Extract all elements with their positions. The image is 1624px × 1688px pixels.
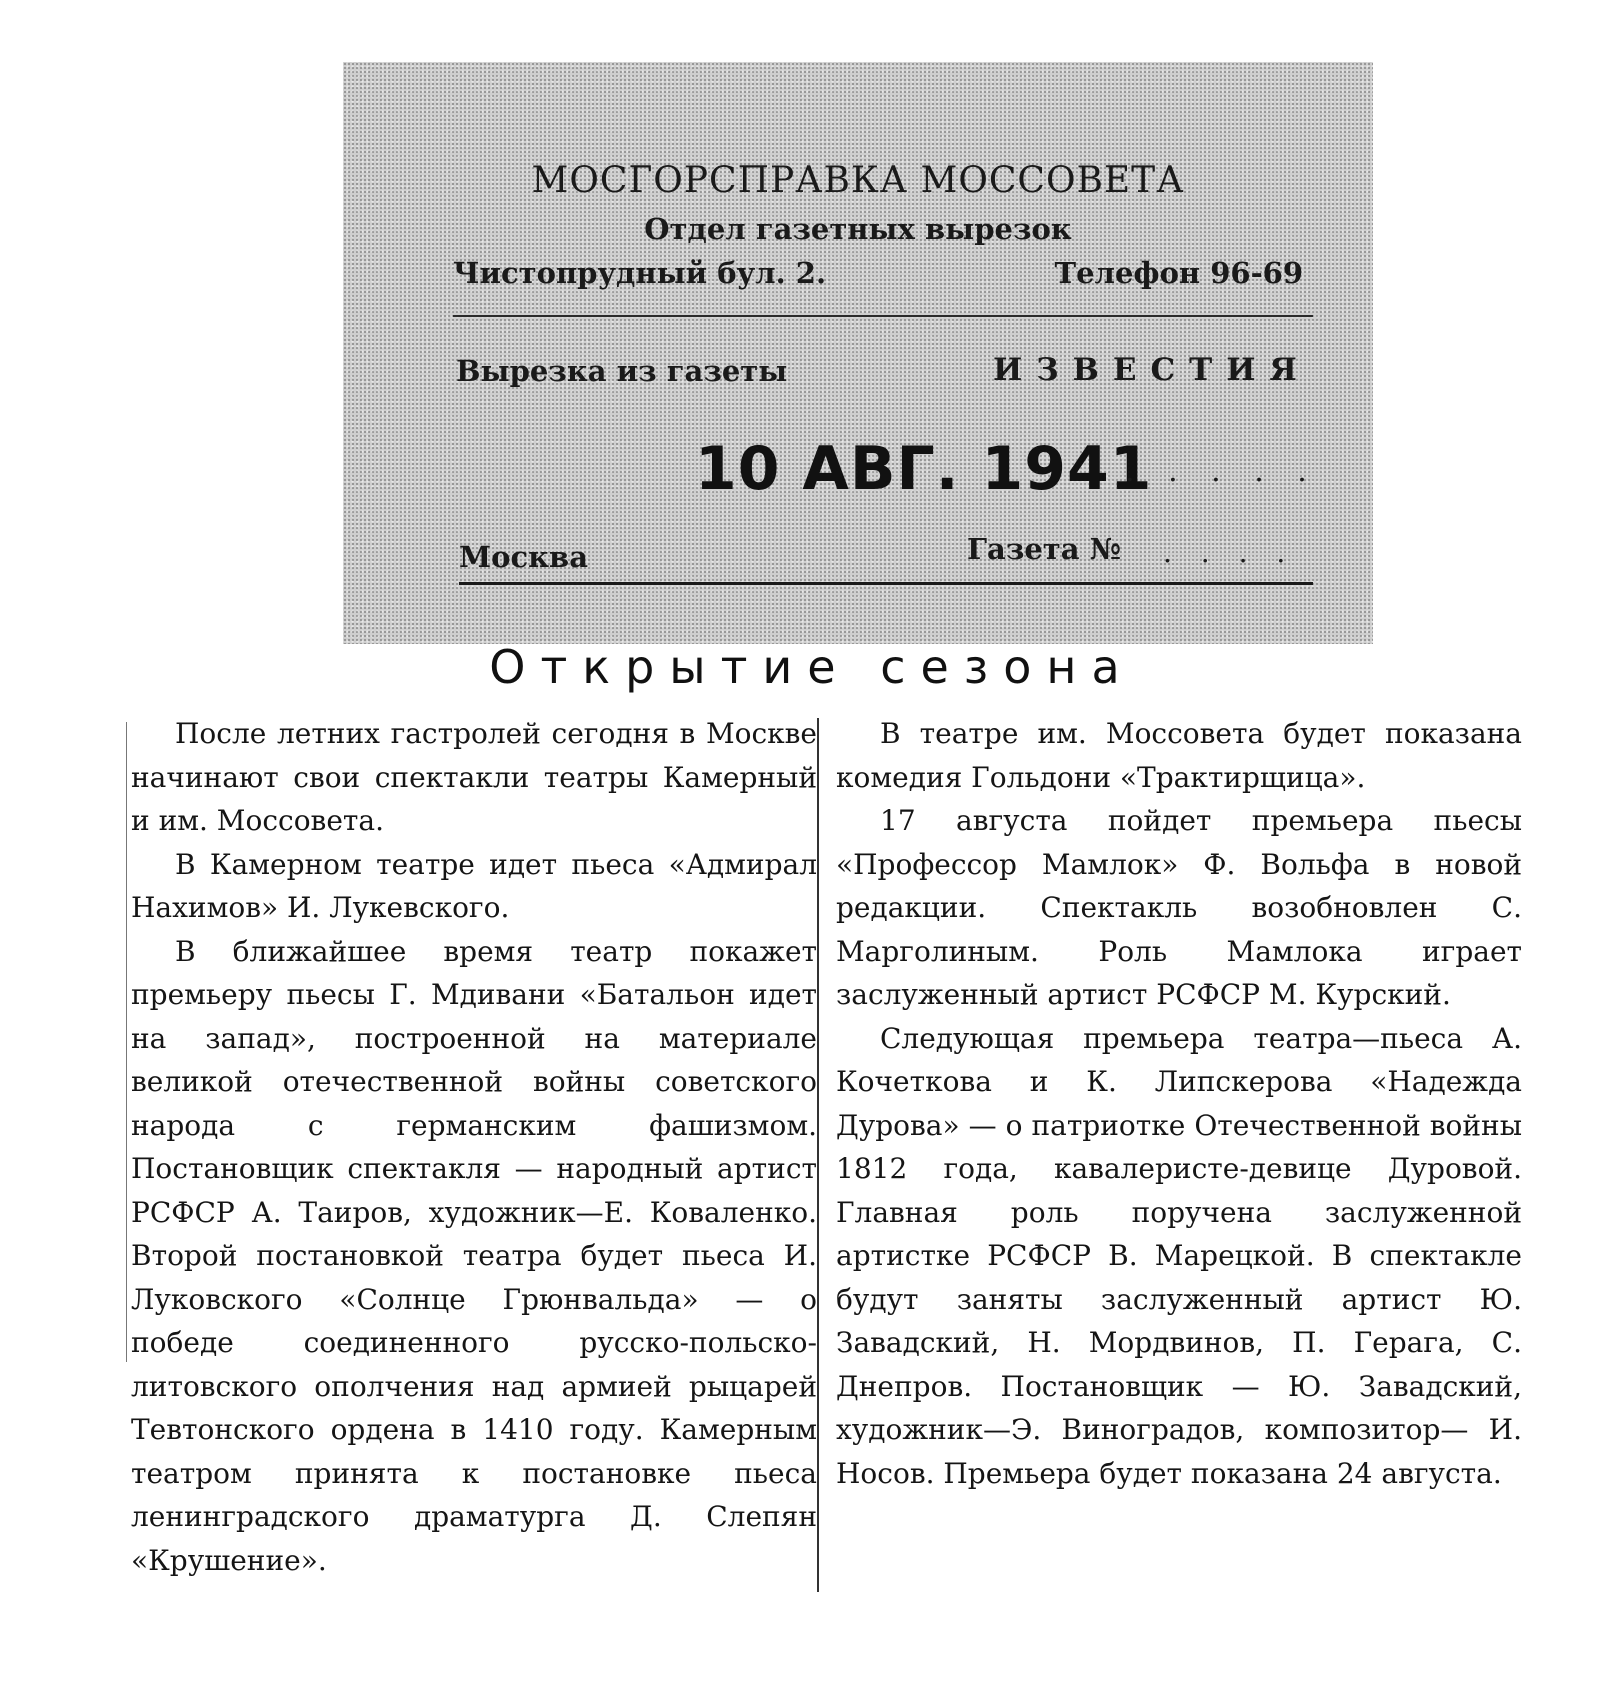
- article-paragraph: 17 августа пойдет премьера пьесы «Профессор Мамлок» Ф. Вольфа в новой редакции. Спектакль возобновлен С. Марголиным. Роль Мамлока играет заслуженный артист РСФСР М. Курский.: [836, 804, 1522, 1011]
- stamp-phone: Телефон 96-69: [1054, 256, 1303, 290]
- column-divider: [817, 718, 819, 1592]
- stamp-newspaper-name: ИЗВЕСТИЯ: [993, 352, 1311, 388]
- stamp-cutting-label: Вырезка из газеты: [456, 354, 788, 388]
- stamp-divider-line: [453, 315, 1313, 317]
- article-paragraph: После летних гастролей сегодня в Москве начинают свои спектакли театры Камерный и им. Моссовета.: [131, 717, 817, 837]
- stamp-bottom-line: [459, 582, 1313, 585]
- stamp-gazeta-blank: . . . .: [1163, 536, 1296, 569]
- stamp-city: Москва: [459, 540, 588, 574]
- article-paragraph: Следующая премьера театра—пьеса А. Кочеткова и К. Липскерова «Надежда Дурова» — о патриотке Отечественной войны 1812 года, кавалеристе-девице Дуровой. Главная роль поручена заслуженной артистке РСФСР В. Марецкой. В спектакле будут заняты заслуженный артист Ю. Завадский, Н. Мордвинов, П. Герага, С. Днепров. Постановщик — Ю. Завадский, художник—Э. Виноградов, композитор— И. Носов. Премьера будет показана 24 августа.: [836, 1021, 1522, 1490]
- stamp-department: Отдел газетных вырезок: [644, 212, 1072, 246]
- stamp-address: Чистопрудный бул. 2.: [453, 256, 827, 290]
- article-paragraph: В театре им. Моссовета будет показана комедия Гольдони «Трактирщица».: [836, 717, 1522, 794]
- stamp-date: 10 АВГ. 1941: [695, 434, 1153, 504]
- article-headline: Открытие сезона: [489, 640, 1135, 694]
- clipping-edge-line: [126, 722, 127, 1362]
- stamp-organization: МОСГОРСПРАВКА МОССОВЕТА: [531, 160, 1185, 201]
- article-column-left: [131, 712, 817, 1582]
- article-column-right: [836, 712, 1522, 1495]
- clipping-bureau-stamp: [343, 62, 1373, 644]
- stamp-gazeta-label: Газета №: [967, 532, 1122, 566]
- stamp-date-blank: . . . . .: [1125, 454, 1319, 489]
- article-paragraph: В ближайшее время театр покажет премьеру пьесы Г. Мдивани «Батальон идет на запад», построенной на материале великой отечественной войны советского народа с германским фашизмом. Постановщик спектакля — народный артист РСФСР А. Таиров, художник—Е. Коваленко. Второй постановкой театра будет пьеса И. Луковского «Солнце Грюнвальда» — о победе соединенного русско-польско-литовского ополчения над армией рыцарей Тевтонского ордена в 1410 году. Камерным театром принята к постановке пьеса ленинградского драматурга Д. Слепян «Крушение».: [131, 934, 817, 1577]
- article-paragraph: В Камерном театре идет пьеса «Адмирал Нахимов» И. Лукевского.: [131, 847, 817, 924]
